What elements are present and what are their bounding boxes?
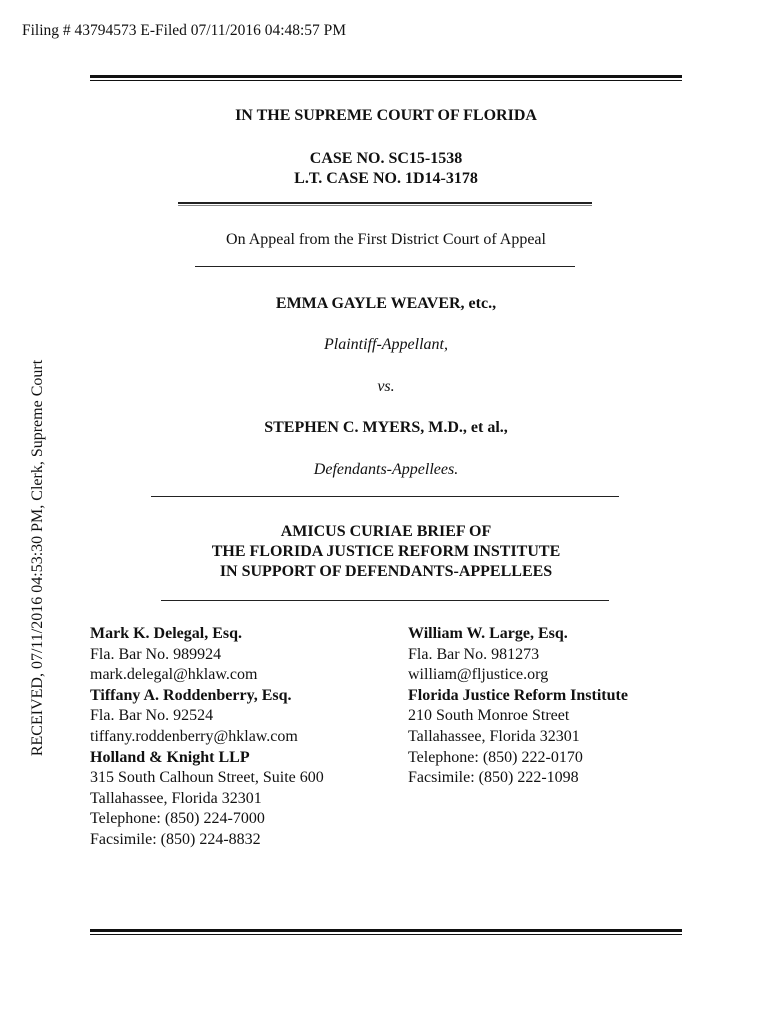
plaintiff-role: Plaintiff-Appellant, bbox=[324, 336, 448, 353]
brief-title-line3: IN SUPPORT OF DEFENDANTS-APPELLEES bbox=[219, 563, 553, 580]
address-line: Tallahassee, Florida 32301 bbox=[90, 789, 262, 807]
defendant-name: STEPHEN C. MYERS, M.D., et al., bbox=[264, 419, 508, 436]
parties-rule bbox=[151, 496, 619, 497]
appeal-line: On Appeal from the First District Court of Appeal bbox=[226, 231, 546, 248]
email: mark.delegal@hklaw.com bbox=[90, 666, 258, 684]
counsel-name: Mark K. Delegal, Esq. bbox=[90, 625, 242, 642]
bottom-rule bbox=[90, 929, 682, 935]
address-line: Tallahassee, Florida 32301 bbox=[408, 727, 580, 745]
caption-rule bbox=[178, 202, 592, 206]
facsimile: Facsimile: (850) 222-1098 bbox=[408, 769, 579, 787]
bar-number: Fla. Bar No. 989924 bbox=[90, 645, 222, 663]
counsel-right-block bbox=[408, 624, 628, 789]
top-rule bbox=[90, 75, 682, 81]
facsimile: Facsimile: (850) 224-8832 bbox=[90, 830, 261, 848]
email: tiffany.roddenberry@hklaw.com bbox=[90, 727, 298, 745]
counsel-name: William W. Large, Esq. bbox=[408, 625, 568, 642]
address-line: 315 South Calhoun Street, Suite 600 bbox=[90, 769, 324, 787]
email: william@fljustice.org bbox=[408, 666, 549, 684]
versus: vs. bbox=[377, 378, 395, 395]
appeal-rule bbox=[195, 266, 575, 267]
counsel-name: Tiffany A. Roddenberry, Esq. bbox=[90, 686, 292, 704]
lower-tribunal-case-number: L.T. CASE NO. 1D14-3178 bbox=[294, 170, 478, 187]
defendant-role: Defendants-Appellees. bbox=[313, 461, 459, 478]
telephone: Telephone: (850) 222-0170 bbox=[408, 748, 583, 766]
brief-title-line1: AMICUS CURIAE BRIEF OF bbox=[280, 523, 492, 540]
title-rule bbox=[161, 600, 609, 601]
bar-number: Fla. Bar No. 92524 bbox=[90, 707, 214, 725]
organization-name: Florida Justice Reform Institute bbox=[408, 686, 628, 704]
filing-stamp: Filing # 43794573 E-Filed 07/11/2016 04:48:57 PM bbox=[22, 22, 347, 39]
brief-title-line2: THE FLORIDA JUSTICE REFORM INSTITUTE bbox=[211, 543, 561, 560]
court-name: IN THE SUPREME COURT OF FLORIDA bbox=[235, 107, 537, 124]
telephone: Telephone: (850) 224-7000 bbox=[90, 810, 265, 828]
received-stamp: RECEIVED, 07/11/2016 04:53:30 PM, Clerk, Supreme Court bbox=[29, 359, 46, 757]
address-line: 210 South Monroe Street bbox=[408, 707, 570, 725]
firm-name: Holland & Knight LLP bbox=[90, 748, 250, 766]
plaintiff-name: EMMA GAYLE WEAVER, etc., bbox=[275, 295, 497, 312]
counsel-left-block bbox=[90, 624, 324, 851]
bar-number: Fla. Bar No. 981273 bbox=[408, 645, 540, 663]
case-number: CASE NO. SC15-1538 bbox=[309, 150, 463, 167]
